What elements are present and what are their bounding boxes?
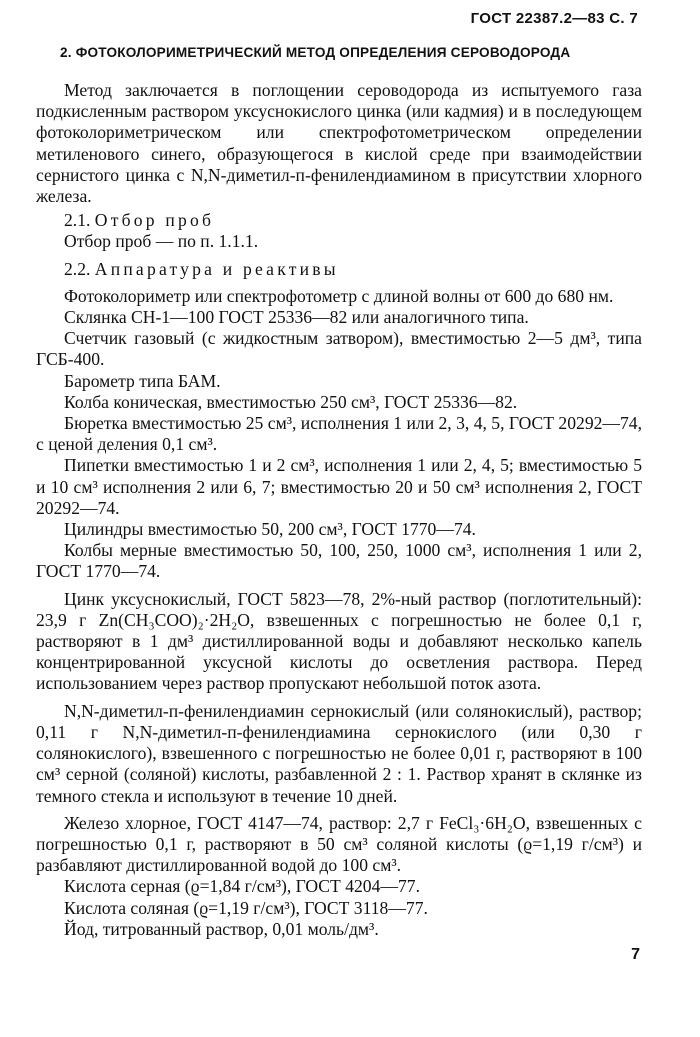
paragraph-volumetric-flasks: Колбы мерные вместимостью 50, 100, 250, 1000 см³, исполнения 1 или 2, ГОСТ 1770—74. xyxy=(36,540,642,582)
subsection-title: Аппаратура и реактивы xyxy=(94,258,339,279)
paragraph-sampling: Отбор проб — по п. 1.1.1. xyxy=(64,231,259,252)
paragraph-conical-flask: Колба коническая, вместимостью 250 см³, ГОСТ 25336—82. xyxy=(64,391,518,412)
paragraph-gas-meter: Счетчик газовый (с жидкостным затвором), вместимостью 2—5 дм³, типа ГСБ-400. xyxy=(36,328,642,370)
paragraph-cylinders: Цилиндры вместимостью 50, 200 см³, ГОСТ 1770—74. xyxy=(64,519,476,540)
paragraph-barometer: Барометр типа БАМ. xyxy=(64,370,221,391)
paragraph-method-description: Метод заключается в поглощении сероводорода из испытуемого газа подкисленным раствором уксуснокислого цинка (или кадмия) и в последующем фотоколориметрическом или спектрофотометрическом определении метиленового синего, образующегося в кислой среде при взаимодействии сернистого цинка с N,N-диметил-п-фенилендиамином в присутствии хлорного железа. xyxy=(36,80,642,207)
page-number: 7 xyxy=(631,946,640,963)
subsection-title: Отбор проб xyxy=(94,210,215,231)
paragraph-flask-sn: Склянка СН-1—100 ГОСТ 25336—82 или аналогичного типа. xyxy=(64,307,529,328)
paragraph-dimethyl-phenylenediamine: N,N-диметил-п-фенилендиамин сернокислый (или солянокислый), раствор; 0,11 г N,N-диметил-п-фенилендиамина сернокислого (или 0,30 г солянокислого), взвешенного с погрешностью не более 0,01 г, растворяют в 100 см³ серной (соляной) кислоты, разбавленной 2 : 1. Раствор хранят в склянке из темного стекла и используют в течение 10 дней. xyxy=(36,700,642,806)
running-header: ГОСТ 22387.2—83 С. 7 xyxy=(470,10,638,27)
paragraph-burette: Бюретка вместимостью 25 см³, исполнения 1 или 2, 3, 4, 5, ГОСТ 20292—74, с ценой деления 0,1 см³. xyxy=(36,413,642,455)
subsection-number: 2.2. xyxy=(64,258,91,279)
subsection-heading-2-2 xyxy=(36,259,642,280)
subsection-heading-2-1 xyxy=(36,210,642,231)
paragraph-sulfuric-acid: Кислота серная (ϱ=1,84 г/см³), ГОСТ 4204—77. xyxy=(64,876,420,897)
document-body xyxy=(36,80,642,940)
section-title: 2. ФОТОКОЛОРИМЕТРИЧЕСКИЙ МЕТОД ОПРЕДЕЛЕНИЯ СЕРОВОДОРОДА xyxy=(60,45,571,60)
subsection-number: 2.1. xyxy=(64,210,91,231)
paragraph-pipettes: Пипетки вместимостью 1 и 2 см³, исполнения 1 или 2, 4, 5; вместимостью 5 и 10 см³ исполнения 2 или 6, 7; вместимостью 20 и 50 см³ исполнения 2, ГОСТ 20292—74. xyxy=(36,455,642,518)
paragraph-iodine: Йод, титрованный раствор, 0,01 моль/дм³. xyxy=(64,918,379,939)
paragraph-hydrochloric-acid: Кислота соляная (ϱ=1,19 г/см³), ГОСТ 3118—77. xyxy=(64,897,428,918)
paragraph-zinc-acetate: Цинк уксуснокислый, ГОСТ 5823—78, 2%-ный раствор (поглотительный): 23,9 г Zn(CH₃COO)₂·2H₂O, взвешенных с погрешностью не более 0,1 г, растворяют в 1 дм³ дистиллированной воды и добавляют несколько капель концентрированной уксусной кислоты до осветления раствора. Перед использованием через раствор пропускают небольшой поток азота. xyxy=(36,588,642,694)
paragraph-photometer: Фотоколориметр или спектрофотометр с длиной волны от 600 до 680 нм. xyxy=(64,285,614,306)
paragraph-ferric-chloride: Железо хлорное, ГОСТ 4147—74, раствор: 2,7 г FeCl₃·6H₂O, взвешенных с погрешностью 0,1 г, растворяют в 50 см³ соляной кислоты (ϱ=1,19 г/см³) и разбавляют дистиллированной водой до 100 см³. xyxy=(36,812,642,876)
